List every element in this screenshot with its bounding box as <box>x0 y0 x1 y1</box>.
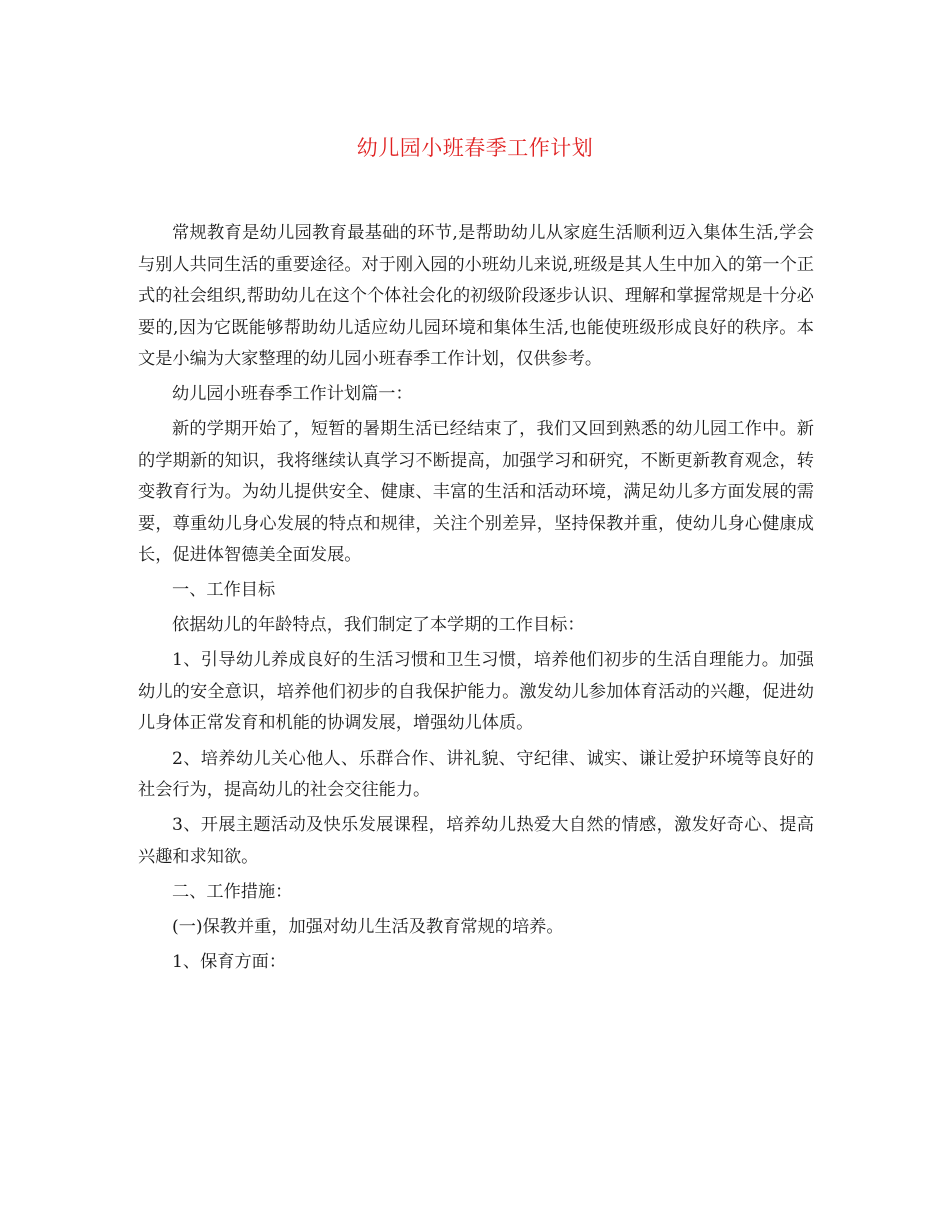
document-title: 幼儿园小班春季工作计划 <box>356 136 594 160</box>
goal-item-3: 3、开展主题活动及快乐发展课程，培养幼儿热爱大自然的情感，激发好奇心、提高兴趣和求知欲。 <box>138 815 814 867</box>
paragraph-new-semester: 新的学期开始了，短暂的暑期生活已经结束了，我们又回到熟悉的幼儿园工作中。新的学期新的知识，我将继续认真学习不断提高，加强学习和研究，不断更新教育观念，转变教育行为。为幼儿提供安全、健康、丰富的生活和活动环境，满足幼儿多方面发展的需要，尊重幼儿身心发展的特点和规律，关注个别差异，坚持保教并重，使幼儿身心健康成长，促进体智德美全面发展。 <box>138 419 814 566</box>
subsection-heading-care: 1、保育方面： <box>172 951 287 972</box>
paragraph-intro: 常规教育是幼儿园教育最基础的环节,是帮助幼儿从家庭生活顺利迈入集体生活,学会与别人共同生活的重要途径。对于刚入园的小班幼儿来说,班级是其人生中加入的第一个正式的社会组织,帮助幼儿在这个个体社会化的初级阶段逐步认识、理解和掌握常规是十分必要的,因为它既能够帮助幼儿适应幼儿园环境和集体生活,也能使班级形成良好的秩序。本文是小编为大家整理的幼儿园小班春季工作计划，仅供参考。 <box>138 223 814 369</box>
section-heading-goals: 一、工作目标 <box>172 580 276 601</box>
document-body <box>138 218 814 982</box>
section-heading-measures: 二、工作措施： <box>172 881 293 902</box>
goal-item-1: 1、引导幼儿养成良好的生活习惯和卫生习惯，培养他们初步的生活自理能力。加强幼儿的安全意识，培养他们初步的自我保护能力。激发幼儿参加体育活动的兴趣，促进幼儿身体正常发育和机能的协调发展，增强幼儿体质。 <box>138 650 814 734</box>
paragraph-goals-intro: 依据幼儿的年龄特点，我们制定了本学期的工作目标： <box>172 615 585 636</box>
goal-item-2: 2、培养幼儿关心他人、乐群合作、讲礼貌、守纪律、诚实、谦让爱护环境等良好的社会行为，提高幼儿的社会交往能力。 <box>138 748 814 801</box>
subsection-heading-care-and-education: (一)保教并重，加强对幼儿生活及教育常规的培养。 <box>172 916 564 937</box>
section-heading-plan-one: 幼儿园小班春季工作计划篇一： <box>172 384 413 405</box>
